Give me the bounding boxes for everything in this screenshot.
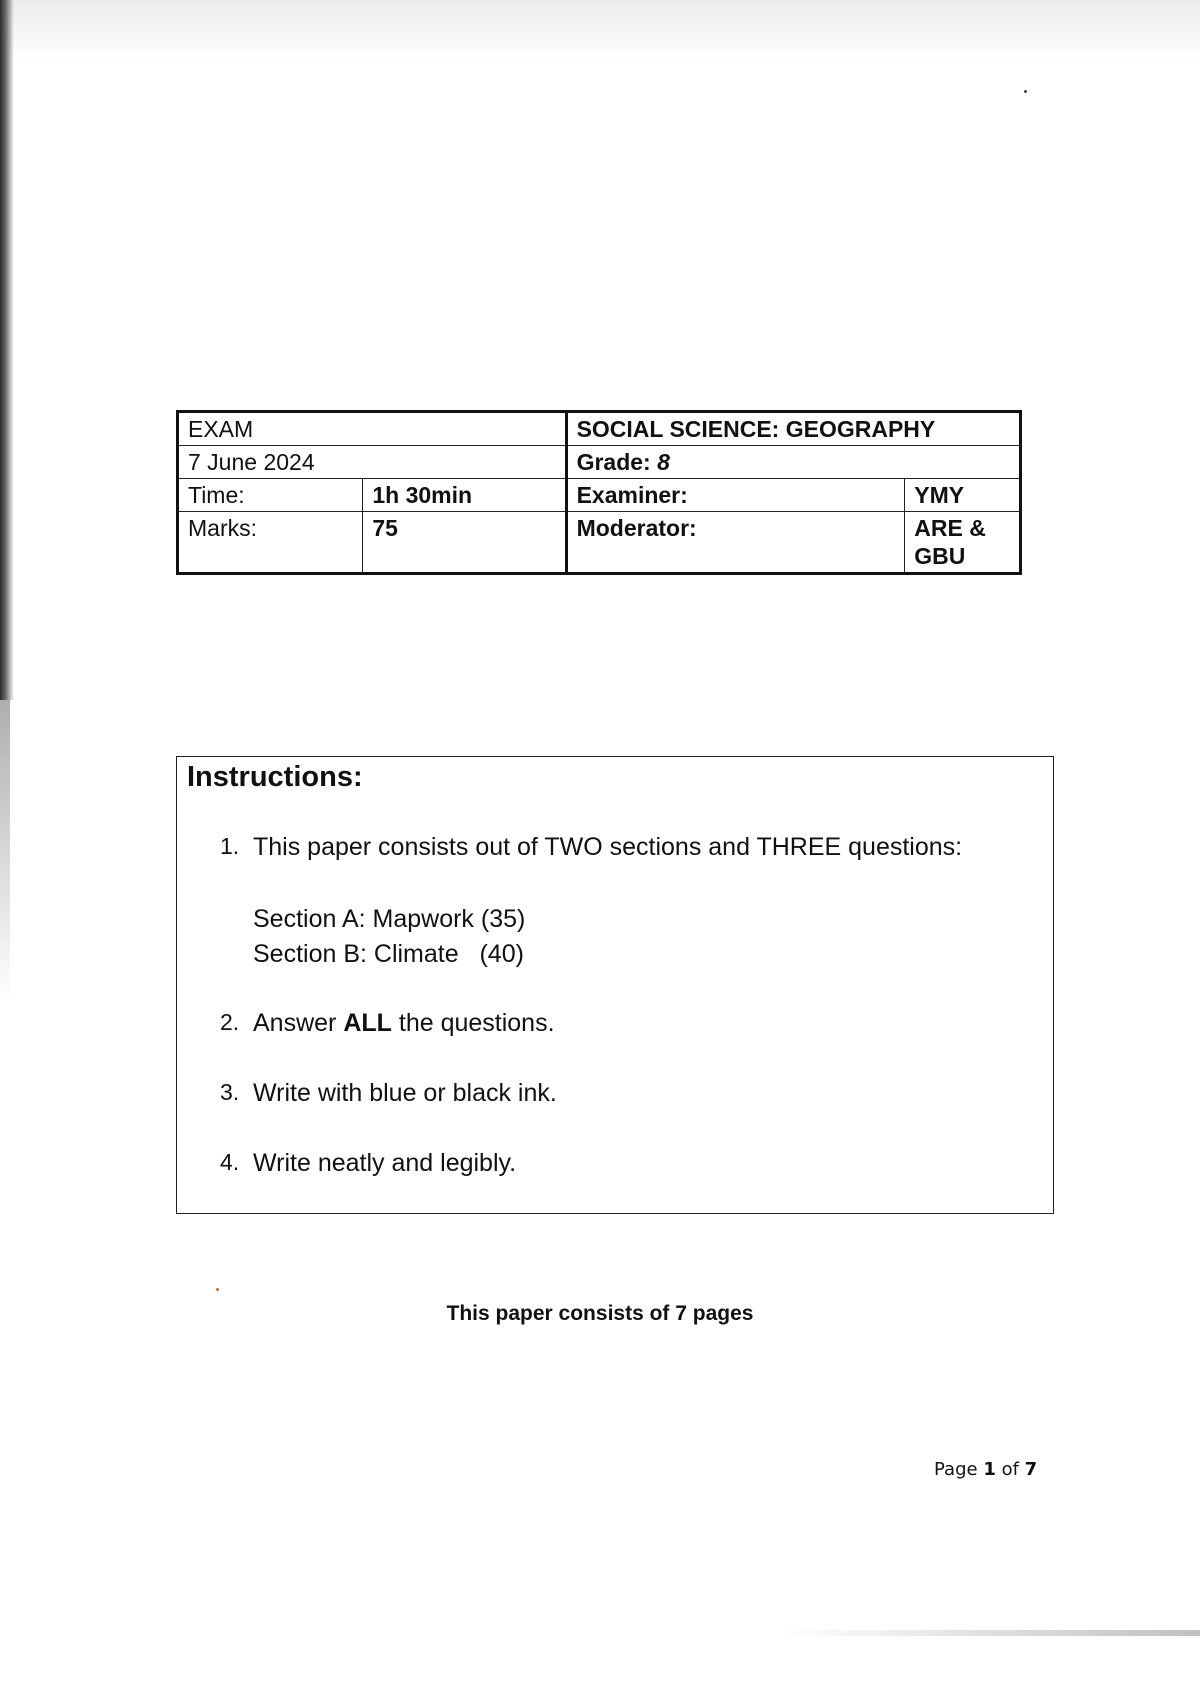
page-total: 7 (1024, 1459, 1038, 1480)
section-a-line: Section A: Mapwork (35) (253, 905, 526, 933)
instruction-text: This paper consists out of TWO sections and THREE questions: (253, 833, 963, 861)
instruction-number: 4. (220, 1149, 240, 1175)
instruction-text: Write with blue or black ink. (253, 1079, 557, 1107)
header-row-marks (178, 512, 1021, 574)
marks-label: Marks: (178, 512, 363, 574)
scan-shadow-left-fade (0, 700, 10, 1000)
instruction-text-post: the questions. (391, 1009, 555, 1037)
instruction-item (220, 1079, 557, 1108)
grade-cell (566, 446, 1020, 479)
page-word: Page (934, 1459, 978, 1480)
grade-label: Grade: (576, 449, 651, 475)
scan-speck (1024, 90, 1027, 93)
instruction-text-bold: ALL (343, 1009, 392, 1037)
instructions-box (176, 756, 1054, 1214)
scan-shadow-left (0, 0, 14, 700)
examiner-label: Examiner: (566, 479, 905, 512)
moderator-value (905, 512, 1021, 574)
header-row-time (178, 479, 1021, 512)
instructions-title: Instructions: (187, 761, 363, 793)
header-row-exam (178, 412, 1021, 446)
page-count-note: This paper consists of 7 pages (446, 1302, 754, 1325)
instruction-number: 3. (220, 1079, 240, 1105)
scan-shadow-top (0, 0, 1200, 60)
instruction-item (220, 833, 962, 862)
time-value: 1h 30min (363, 479, 566, 512)
scan-artifact-bottom (780, 1630, 1200, 1636)
instruction-text: Write neatly and legibly. (253, 1149, 517, 1177)
page-of: of (1001, 1459, 1019, 1480)
moderator-value-line1: ARE & (914, 515, 986, 541)
instruction-number: 2. (220, 1009, 240, 1035)
moderator-label: Moderator: (566, 512, 905, 574)
page-number (934, 1459, 1037, 1480)
scan-speck (216, 1288, 219, 1291)
grade-value: 8 (657, 449, 670, 475)
instruction-text-pre: Answer (253, 1009, 344, 1037)
instruction-text (253, 1009, 555, 1038)
exam-type: EXAM (178, 412, 567, 446)
instruction-item (220, 1149, 516, 1178)
marks-value: 75 (363, 512, 566, 574)
time-label: Time: (178, 479, 363, 512)
instruction-item (220, 1009, 555, 1038)
moderator-value-line2: GBU (914, 543, 966, 569)
instruction-number: 1. (220, 833, 240, 859)
examiner-value: YMY (905, 479, 1021, 512)
exam-header-table (176, 410, 1022, 575)
exam-date: 7 June 2024 (178, 446, 567, 479)
header-row-date (178, 446, 1021, 479)
subject-title: SOCIAL SCIENCE: GEOGRAPHY (566, 412, 1020, 446)
page-current: 1 (983, 1459, 996, 1480)
section-b-line: Section B: Climate (40) (253, 940, 524, 968)
